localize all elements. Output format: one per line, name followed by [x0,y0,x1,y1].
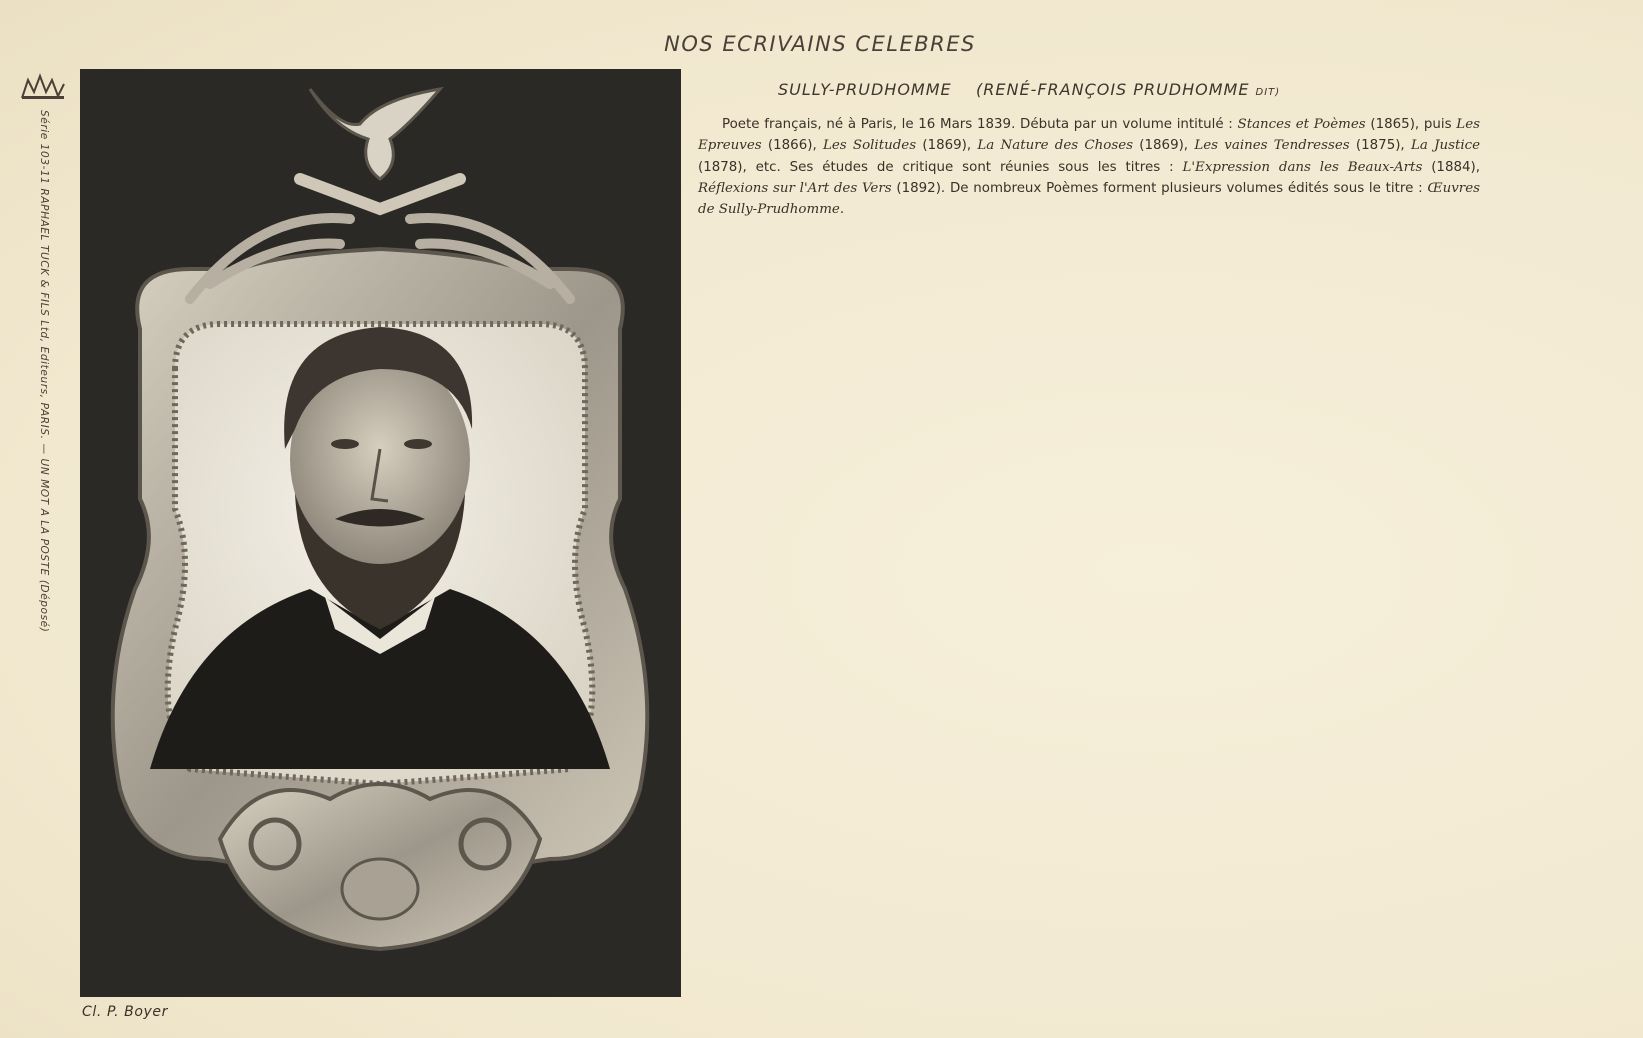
bio-segment: (1878), etc. Ses études de critique sont réunies sous les titres : [698,159,1183,175]
dove [310,89,440,179]
photo-credit: Cl. P. Boyer [82,1004,169,1020]
bio-segment: (1869), [1133,138,1195,154]
work-title: La Justice [1410,138,1481,154]
bio-heading [778,80,1280,99]
subject-real-name: (RENÉ-FRANÇOIS PRUDHOMME [976,80,1250,99]
work-title: Réflexions sur l'Art des Vers [698,180,892,196]
bio-segment: (1865), puis [1365,117,1457,132]
portrait-photo [80,69,681,997]
work-title: Les Epreuves [698,117,1480,154]
work-title: Stances et Poèmes [1237,117,1366,132]
publisher-logo-icon [18,72,68,102]
publisher-imprint: Série 103-11 RAPHAEL TUCK & FILS Ltd, Editeurs, PARIS. — UN MOT A LA POSTE (Déposé) [38,110,50,633]
bio-segment: (1869), [916,138,978,154]
work-title: L'Expression dans les Beaux-Arts [1182,159,1423,175]
framed-portrait-illustration [80,69,681,997]
bio-segment: Poete français, né à Paris, le 16 Mars 1839. Débuta par un volume intitulé : [722,117,1238,132]
bio-segment: (1884), [1422,159,1480,175]
subject-dit: DIT) [1255,87,1281,98]
biography-text [698,114,1480,220]
bio-segment: (1892). De nombreux Poèmes forment plusieurs volumes édités sous le titre : [891,180,1428,196]
bio-segment: (1866), [761,138,823,154]
work-title: Les Solitudes [822,138,917,154]
bio-segment: (1875), [1349,138,1411,154]
work-title: Œuvres de Sully-Prudhomme. [698,180,1480,218]
series-title: NOS ECRIVAINS CELEBRES [664,32,976,56]
work-title: Les vaines Tendresses [1194,138,1350,154]
subject-name: SULLY-PRUDHOMME [778,80,952,99]
work-title: La Nature des Choses [977,138,1134,154]
